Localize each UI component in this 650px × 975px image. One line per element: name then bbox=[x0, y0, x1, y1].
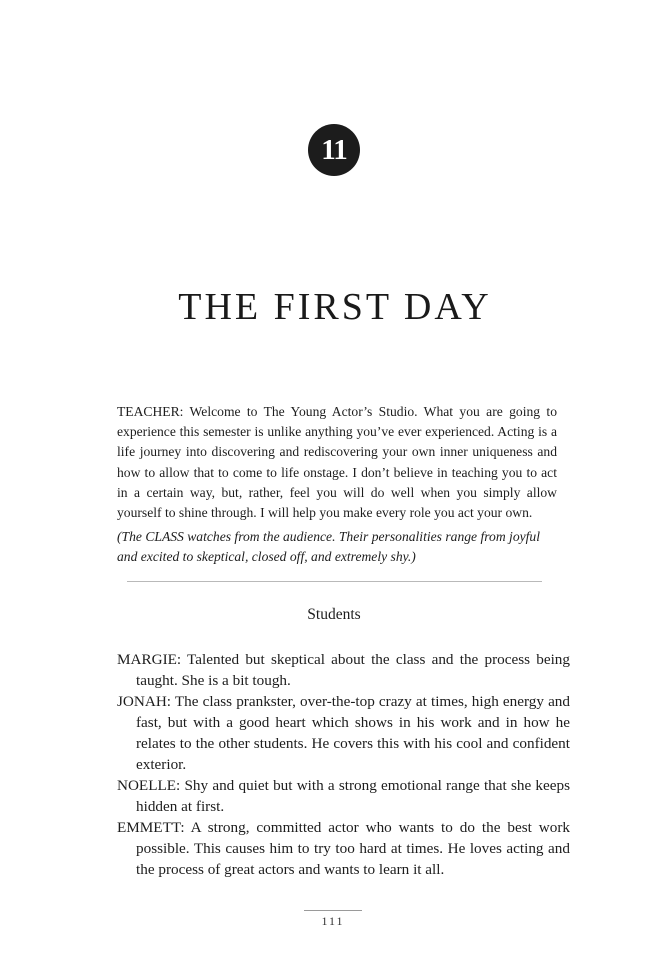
chapter-title: THE FIRST DAY bbox=[178, 286, 492, 329]
cast-entry-margie: MARGIE: Talented but skeptical about the class and the process being taught. She is a bit tough. bbox=[117, 651, 570, 689]
cast-entry-emmett: EMMETT: A strong, committed actor who wants to do the best work possible. This causes him to try too hard at times. He loves acting and the process of great actors and wants to learn it all. bbox=[117, 819, 570, 878]
chapter-number: 11 bbox=[321, 133, 347, 166]
teacher-line: TEACHER: Welcome to The Young Actor’s Studio. What you are going to experience this semester is unlike anything you’ve ever experienced. Acting is a life journey into discovering and rediscovering your own inner uniqueness and how to allow that to come to life onstage. I don’t believe in teaching you to act in a certain way, but, rather, feel you will do well when you simply allow yourself to shine through. I will help you make every role you act your own. bbox=[117, 404, 557, 521]
page-number: 111 bbox=[321, 914, 345, 928]
page-number-rule bbox=[304, 910, 362, 911]
section-divider bbox=[127, 581, 542, 582]
chapter-number-badge bbox=[308, 124, 360, 176]
cast-list bbox=[117, 649, 570, 880]
intro-section bbox=[117, 402, 557, 568]
students-heading: Students bbox=[307, 606, 361, 623]
cast-entry-jonah: JONAH: The class prankster, over-the-top crazy at times, high energy and fast, but with a good heart which shows in his work and in how he relates to the other students. He covers this with his cool and confident exterior. bbox=[117, 693, 570, 773]
cast-entry-noelle: NOELLE: Shy and quiet but with a strong emotional range that she keeps hidden at first. bbox=[117, 777, 570, 815]
stage-direction: (The CLASS watches from the audience. Their personalities range from joyful and excited to skeptical, closed off, and extremely shy.) bbox=[117, 529, 541, 565]
